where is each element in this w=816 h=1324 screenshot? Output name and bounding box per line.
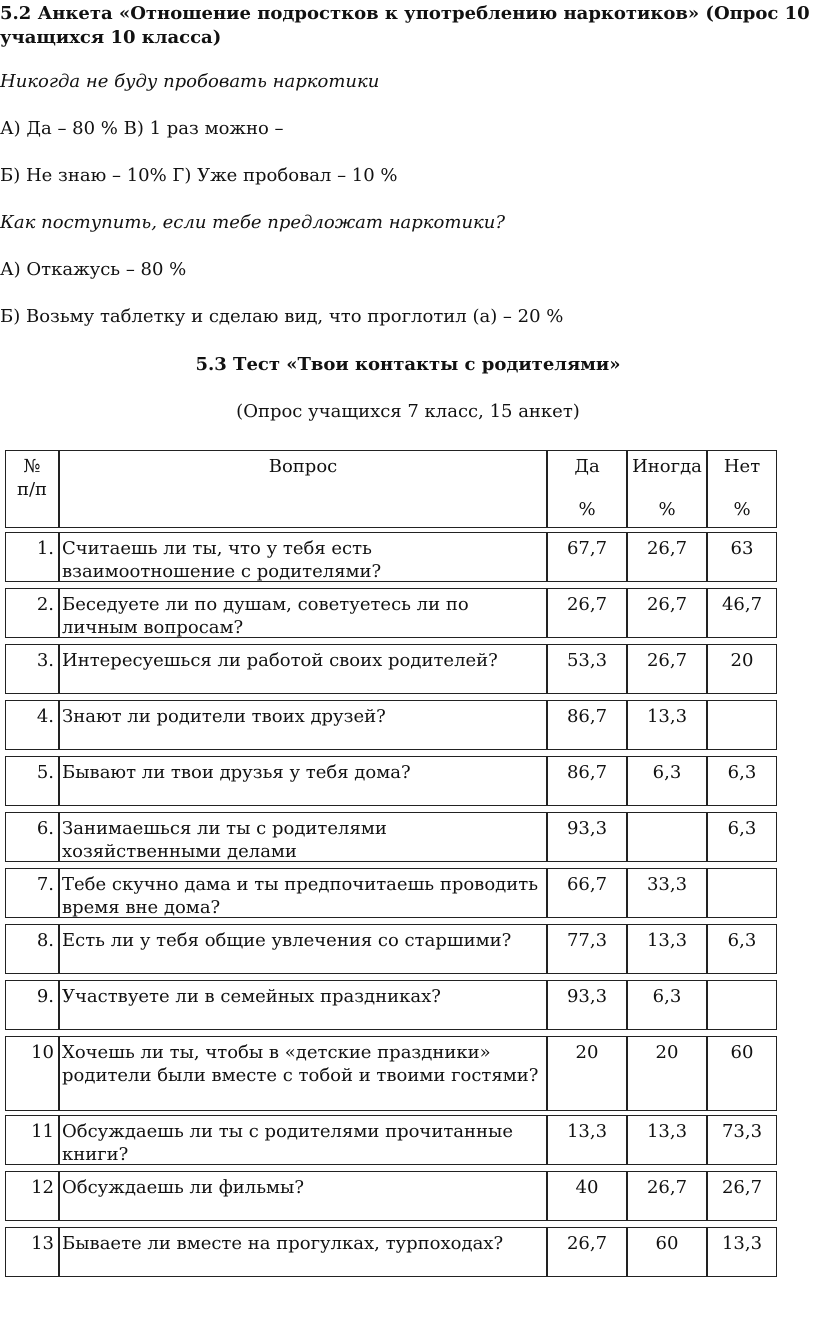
row-num: 6.	[5, 812, 59, 862]
row-sometimes-value: 26,7	[627, 1171, 707, 1221]
header-yes-label: Да	[574, 456, 600, 477]
row-no-value: 63	[707, 532, 777, 582]
row-no-value: 60	[707, 1036, 777, 1111]
row-no-value	[707, 868, 777, 918]
row-num: 2.	[5, 588, 59, 638]
row-num: 5.	[5, 756, 59, 806]
row-question: Бываете ли вместе на прогулках, турпоходах?	[59, 1227, 547, 1277]
header-yes-percent: %	[578, 499, 596, 520]
row-yes-value: 77,3	[547, 924, 627, 974]
row-no-value: 13,3	[707, 1227, 777, 1277]
header-sometimes	[627, 450, 707, 528]
row-num: 3.	[5, 644, 59, 694]
row-yes-value: 26,7	[547, 588, 627, 638]
row-yes-value: 26,7	[547, 1227, 627, 1277]
row-sometimes-value: 26,7	[627, 644, 707, 694]
row-question: Тебе скучно дама и ты предпочитаешь проводить время вне дома?	[59, 868, 547, 918]
row-no-value: 26,7	[707, 1171, 777, 1221]
header-yes	[547, 450, 627, 528]
q2-line1: А) Откажусь – 80 %	[0, 259, 187, 280]
row-num: 10	[5, 1036, 59, 1111]
section-53-title: 5.3 Тест «Твои контакты с родителями»	[195, 354, 621, 375]
row-question: Занимаешься ли ты с родителями хозяйственными делами	[59, 812, 547, 862]
row-num: 11	[5, 1115, 59, 1165]
header-num-line2: п/п	[16, 479, 48, 500]
row-no-value: 6,3	[707, 812, 777, 862]
header-sometimes-label: Иногда	[632, 456, 702, 477]
q1-line2: Б) Не знаю – 10% Г) Уже пробовал – 10 %	[0, 165, 398, 186]
row-yes-value: 86,7	[547, 700, 627, 750]
header-no	[707, 450, 777, 528]
row-sometimes-value	[627, 812, 707, 862]
row-yes-value: 93,3	[547, 980, 627, 1030]
row-yes-value: 40	[547, 1171, 627, 1221]
row-sometimes-value: 13,3	[627, 700, 707, 750]
row-yes-value: 13,3	[547, 1115, 627, 1165]
row-sometimes-value: 13,3	[627, 1115, 707, 1165]
row-num: 13	[5, 1227, 59, 1277]
row-no-value: 6,3	[707, 756, 777, 806]
section-52-title: 5.2 Анкета «Отношение подростков к употреблению наркотиков» (Опрос 10 учащихся 10 класса)	[0, 3, 810, 48]
row-num: 1.	[5, 532, 59, 582]
row-sometimes-value: 20	[627, 1036, 707, 1111]
row-num: 12	[5, 1171, 59, 1221]
row-sometimes-value: 26,7	[627, 532, 707, 582]
row-no-value: 20	[707, 644, 777, 694]
row-num: 9.	[5, 980, 59, 1030]
row-question: Есть ли у тебя общие увлечения со старшими?	[59, 924, 547, 974]
header-no-percent: %	[733, 499, 751, 520]
row-num: 4.	[5, 700, 59, 750]
q2-text: Как поступить, если тебе предложат наркотики?	[0, 212, 506, 233]
row-num: 8.	[5, 924, 59, 974]
header-no-label: Нет	[723, 456, 761, 477]
header-question-label: Вопрос	[268, 456, 338, 477]
row-question: Считаешь ли ты, что у тебя есть взаимоотношение с родителями?	[59, 532, 547, 582]
row-sometimes-value: 33,3	[627, 868, 707, 918]
row-yes-value: 86,7	[547, 756, 627, 806]
row-question: Хочешь ли ты, чтобы в «детские праздники» родители были вместе с тобой и твоими гостями?	[59, 1036, 547, 1111]
row-question: Бывают ли твои друзья у тебя дома?	[59, 756, 547, 806]
row-num: 7.	[5, 868, 59, 918]
row-yes-value: 93,3	[547, 812, 627, 862]
row-question: Интересуешься ли работой своих родителей?	[59, 644, 547, 694]
section-53-subtitle: (Опрос учащихся 7 класс, 15 анкет)	[236, 401, 580, 422]
q2-line2: Б) Возьму таблетку и сделаю вид, что проглотил (а) – 20 %	[0, 306, 564, 327]
q1-line1: А) Да – 80 % В) 1 раз можно –	[0, 118, 284, 139]
row-sometimes-value: 6,3	[627, 756, 707, 806]
q1-text: Никогда не буду пробовать наркотики	[0, 71, 380, 92]
row-question: Участвуете ли в семейных праздниках?	[59, 980, 547, 1030]
row-question: Обсуждаешь ли фильмы?	[59, 1171, 547, 1221]
row-sometimes-value: 6,3	[627, 980, 707, 1030]
row-no-value	[707, 980, 777, 1030]
row-yes-value: 66,7	[547, 868, 627, 918]
header-sometimes-percent: %	[658, 499, 676, 520]
row-question: Знают ли родители твоих друзей?	[59, 700, 547, 750]
row-no-value: 73,3	[707, 1115, 777, 1165]
row-no-value: 46,7	[707, 588, 777, 638]
row-yes-value: 53,3	[547, 644, 627, 694]
header-num	[5, 450, 59, 528]
header-num-line1: №	[23, 456, 41, 477]
row-yes-value: 20	[547, 1036, 627, 1111]
row-sometimes-value: 26,7	[627, 588, 707, 638]
header-question	[59, 450, 547, 528]
row-sometimes-value: 60	[627, 1227, 707, 1277]
row-question: Обсуждаешь ли ты с родителями прочитанные книги?	[59, 1115, 547, 1165]
row-no-value	[707, 700, 777, 750]
row-no-value: 6,3	[707, 924, 777, 974]
row-question: Беседуете ли по душам, советуетесь ли по личным вопросам?	[59, 588, 547, 638]
row-yes-value: 67,7	[547, 532, 627, 582]
row-sometimes-value: 13,3	[627, 924, 707, 974]
